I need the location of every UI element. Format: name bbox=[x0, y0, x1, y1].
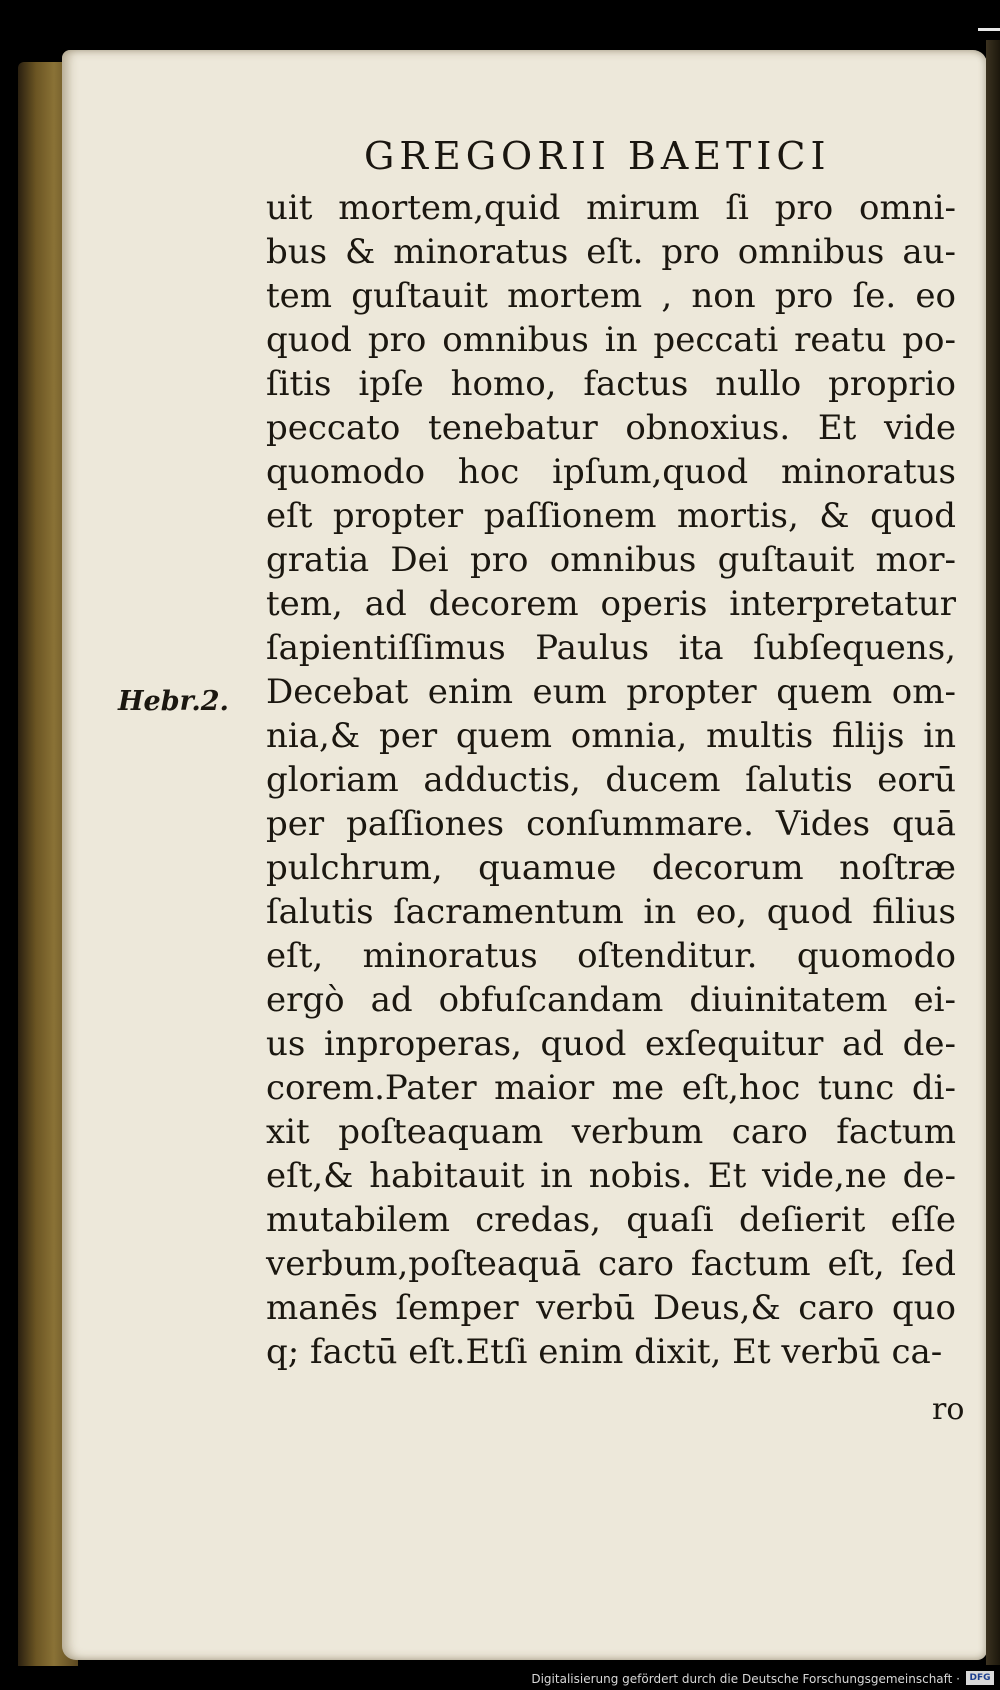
text-line: eſt, minoratus oſtenditur. quomodo bbox=[266, 936, 956, 976]
text-line: pulchrum, quamue decorum noſtræ bbox=[266, 848, 956, 888]
catchword: ro bbox=[932, 1392, 965, 1427]
text-line: ſapientiſſimus Paulus ita ſubſequens, bbox=[266, 628, 956, 668]
text-line: peccato tenebatur obnoxius. Et vide bbox=[266, 408, 956, 448]
text-line: manēs ſemper verbū Deus,& caro quo bbox=[266, 1288, 956, 1328]
text-line: uit mortem,quid mirum ſi pro omni- bbox=[266, 188, 956, 228]
text-line: gratia Dei pro omnibus guſtauit mor- bbox=[266, 540, 956, 580]
text-line: ergò ad obfuſcandam diuinitatem ei- bbox=[266, 980, 956, 1020]
text-line: quomodo hoc ipſum,quod minoratus bbox=[266, 452, 956, 492]
footer-bar bbox=[0, 1666, 1000, 1690]
text-line: xit poſteaquam verbum caro factum bbox=[266, 1112, 956, 1152]
text-line: q; factū eſt.Etſi enim dixit, Et verbū ca- bbox=[266, 1332, 943, 1372]
text-line: nia,& per quem omnia, multis filijs in bbox=[266, 716, 956, 756]
text-line: gloriam adductis, ducem ſalutis eorū bbox=[266, 760, 956, 800]
text-line: mutabilem credas, quaſi deſierit eſſe bbox=[266, 1200, 956, 1240]
text-line: us inproperas, quod exſequitur ad de- bbox=[266, 1024, 956, 1064]
text-line: eſt propter paſſionem mortis, & quod bbox=[266, 496, 956, 536]
margin-note: Hebr.2. bbox=[118, 686, 229, 717]
text-block bbox=[266, 186, 956, 1374]
text-line: corem.Pater maior me eſt,hoc tunc di- bbox=[266, 1068, 956, 1108]
text-line: tem, ad decorem operis interpretatur bbox=[266, 584, 956, 624]
text-line: ſalutis ſacramentum in eo, quod filius bbox=[266, 892, 956, 932]
text-line: eſt,& habitauit in nobis. Et vide,ne de- bbox=[266, 1156, 956, 1196]
text-line: tem guſtauit mortem , non pro ſe. eo bbox=[266, 276, 956, 316]
running-head: GREGORII BAETICI bbox=[364, 134, 831, 178]
text-line: verbum,poſteaquā caro factum eſt, ſed bbox=[266, 1244, 956, 1284]
page-right-edge bbox=[986, 40, 1000, 1665]
text-line: ſitis ipſe homo, factus nullo proprio bbox=[266, 364, 956, 404]
dfg-logo-icon: DFG bbox=[966, 1671, 994, 1685]
text-line: quod pro omnibus in peccati reatu po- bbox=[266, 320, 956, 360]
text-line: per paſſiones conſummare. Vides quā bbox=[266, 804, 956, 844]
text-line: bus & minoratus eſt. pro omnibus au- bbox=[266, 232, 956, 272]
footer-credit: Digitalisierung gefördert durch die Deutsche Forschungsgemeinschaft · bbox=[531, 1672, 960, 1686]
scan-edge-mark bbox=[978, 28, 1000, 31]
text-line: Decebat enim eum propter quem om- bbox=[266, 672, 956, 712]
